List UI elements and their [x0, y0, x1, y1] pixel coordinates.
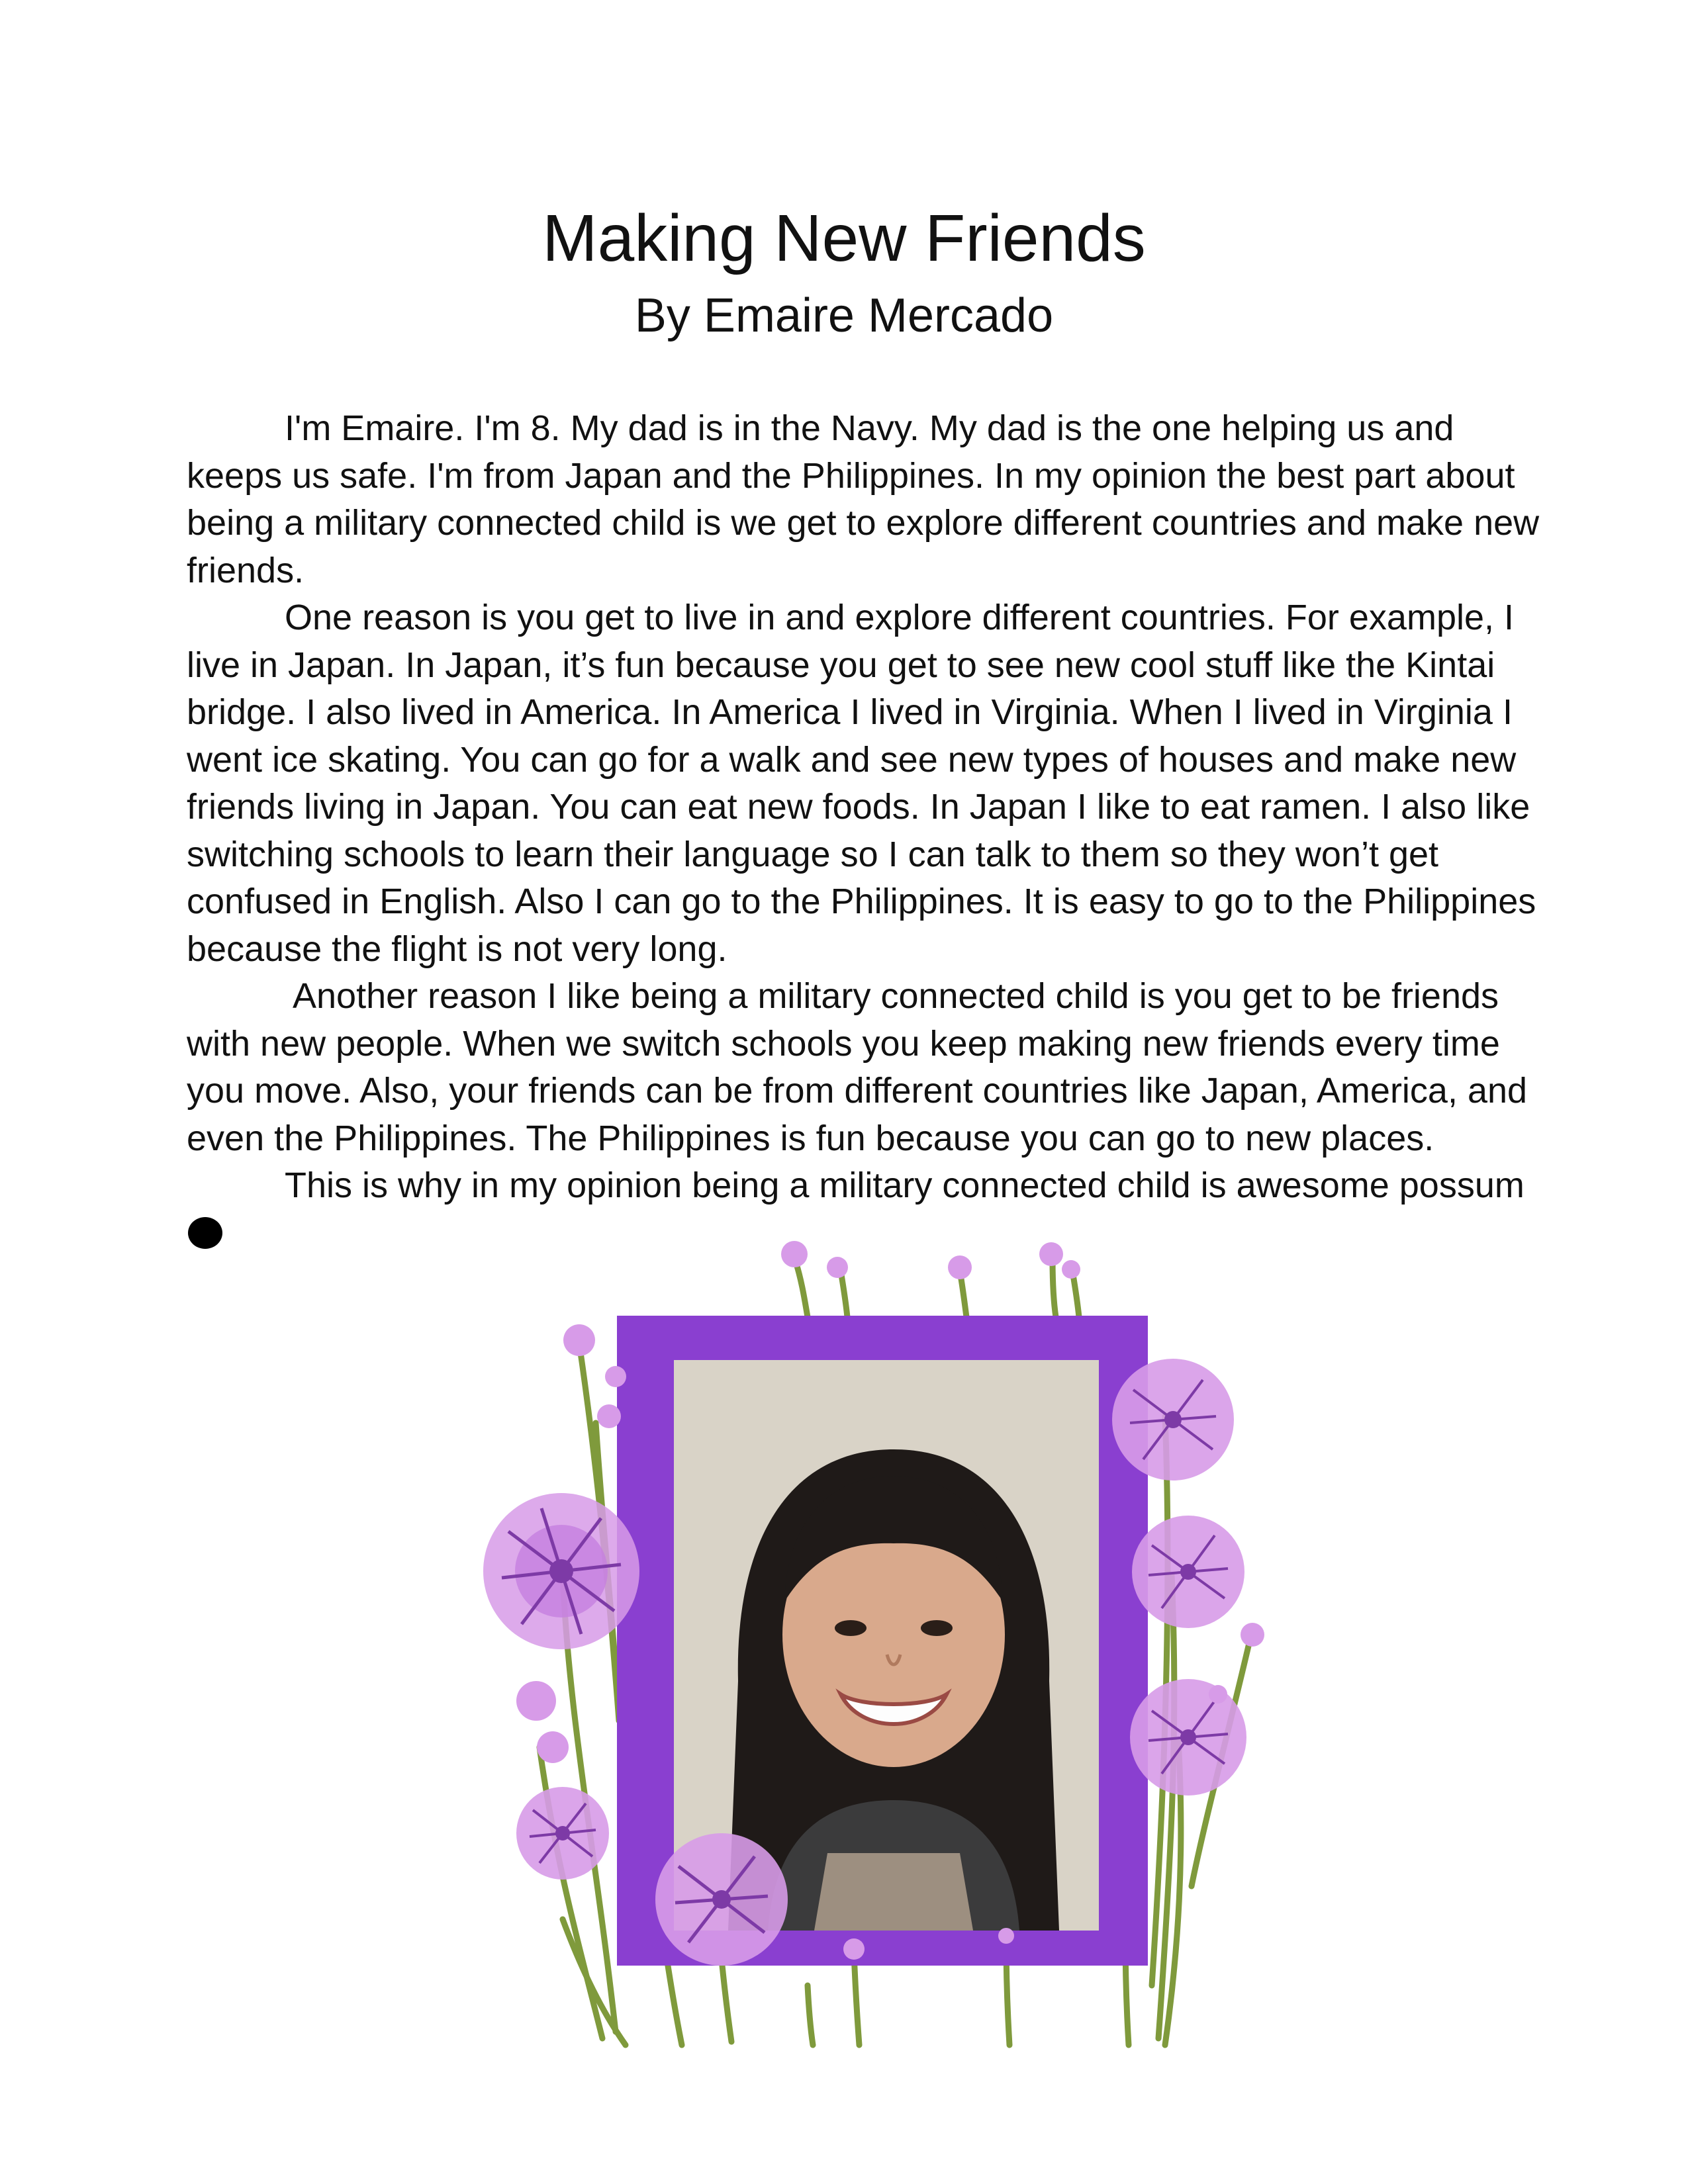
page-title: Making New Friends [542, 201, 1146, 275]
paragraph-2: One reason is you get to live in and explore different countries. For example, I live in Japan. In Japan, it’s fun because you get to see new cool stuff like the Kintai bridge. I also lived in America. In America I lived in Virginia. When I lived in Virginia I went ice skating. You can go for a walk and see new types of houses and make new friends living in Japan. You can eat new foods. In Japan I like to eat ramen. I also like switching schools to learn their language so I can talk to them so they won’t get confused in English. Also I can go to the Philippines. It is easy to go to the Philippines because the flight is not very long. [187, 598, 1536, 969]
photo-frame [617, 1316, 1148, 1966]
ink-blot [188, 1217, 222, 1249]
paragraph-3: Another reason I like being a military connected child is you get to be friends with new people. When we switch schools you keep making new friends every time you move. Also, your friends can be from different countries like Japan, America, and even the Philippines. The Philippines is fun because you can go to new places. [187, 976, 1528, 1158]
portrait-photo [674, 1360, 1099, 1931]
paragraph-4-text: This is why in my opinion being a military connected child is awesome possum [285, 1165, 1524, 1205]
paragraph-1: I'm Emaire. I'm 8. My dad is in the Navy. My dad is the one helping us and keeps us safe. I'm from Japan and the Philippines. In my opinion the best part about being a military connected child is we get to explore different countries and make new friends. [187, 408, 1540, 590]
dandelion-flowers [483, 1241, 1264, 1966]
child-portrait [728, 1449, 1059, 1931]
author-byline: By Emaire Mercado [634, 289, 1054, 342]
essay-body [187, 405, 1550, 1257]
paragraph-4 [187, 1162, 1550, 1257]
flower-stems [539, 1257, 1251, 2045]
